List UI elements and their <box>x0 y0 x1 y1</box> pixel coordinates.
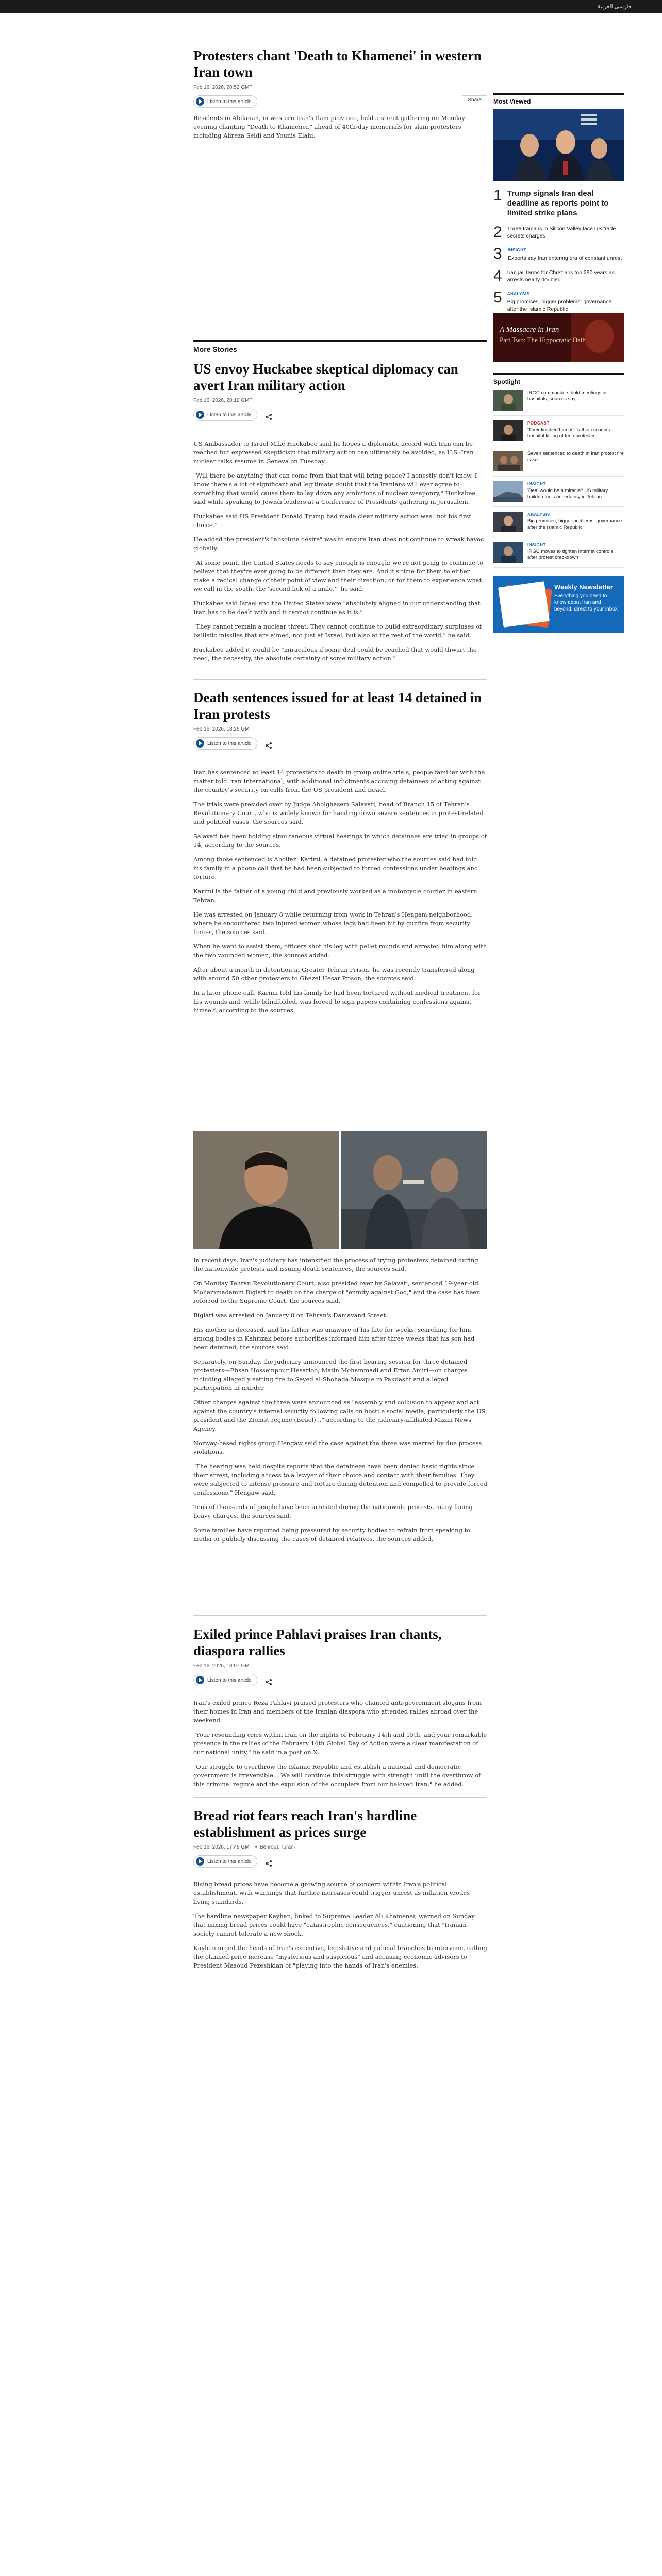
share-icon[interactable] <box>265 742 272 749</box>
article-tools <box>193 1855 487 1867</box>
article-pahlavi <box>193 1626 487 1794</box>
paragraph: Among those sentenced is Abolfazl Karimi, a detained protester who the sources said had told his family in a phone call that he had been subjected to forced confessions under beatings and torture. <box>193 856 478 880</box>
more-stories-heading: More Stories <box>193 340 487 353</box>
article-tools <box>193 737 487 749</box>
article-photos <box>193 1131 487 1249</box>
thumbnail <box>493 390 523 411</box>
play-icon <box>196 1857 204 1866</box>
newsletter-graphic <box>498 581 550 628</box>
thumbnail <box>493 481 523 502</box>
category-tag: ANALYSIS <box>507 292 530 296</box>
share-icon[interactable] <box>265 1860 272 1867</box>
paragraph: In a later phone call, Karimi told his family he had been tortured without medical treatment for his wounds and, while blindfolded, was forced to sign papers containing confessions against himself, according to the sources. <box>193 989 481 1014</box>
paragraph: US Ambassador to Israel Mike Huckabee said he hopes a diplomatic accord with Iran can be reached but expressed skepticism that military action can ultimately be avoided, as U.S.-Iran nuclear talks resume in Geneva on Tuesday. <box>193 440 474 465</box>
spotlight-item[interactable] <box>493 416 624 446</box>
paragraph: Huckabee said Israel and the United States were "absolutely aligned in our understanding that Iran has to be dealt with and it cannot continue as it is." <box>193 600 481 616</box>
headline: Big promises, bigger problems: governance after the Islamic Republic <box>507 299 612 312</box>
spotlight-item[interactable] <box>493 507 624 537</box>
headline: Three Iranians in Silicon Valley face US trade secrets charges <box>507 226 616 239</box>
paragraph: Rising bread prices have become a growing source of concern within Iran's political establishment, with warnings that further increases could trigger unrest as inflation erodes living standards. <box>193 1880 470 1905</box>
sidebar-ad <box>493 313 624 362</box>
share-button[interactable]: Share <box>462 95 487 105</box>
promo-banner[interactable] <box>493 313 624 362</box>
newsletter-subtitle: Everything you need to know about Iran and beyond, direct to your inbox <box>554 593 618 612</box>
article-body <box>193 114 487 140</box>
article-khamenei-chant <box>193 47 487 146</box>
spotlight-headline-wrap <box>527 542 624 563</box>
article-body <box>193 1880 487 1970</box>
paragraph: When he went to assist them, officers shot his leg with pellet rounds and arrested him along with the two wounded women, the sources added. <box>193 943 487 959</box>
share-icon[interactable] <box>265 1679 272 1686</box>
most-viewed-hero-image[interactable] <box>493 109 624 181</box>
divider <box>193 1615 487 1616</box>
newsletter-signup[interactable] <box>493 576 624 633</box>
category-tag: INSIGHT <box>508 248 526 252</box>
headline: Experts say Iran entering era of constant unrest <box>508 255 622 261</box>
paragraph: "The hearing was held despite reports that the detainees have been denied basic rights since their arrest, including access to a lawyer of their choice and contact with their families. They were subjected to intense pressure and torture during detention and compelled to provide forced confessions," Hengaw said. <box>193 1463 487 1496</box>
play-icon <box>196 739 204 748</box>
headline: IRGC moves to tighten internet controls after protest crackdown <box>527 549 614 561</box>
promo-title: A Massacre in Iran <box>500 326 559 334</box>
article-title: US envoy Huckabee skeptical diplomacy can avert Iran military action <box>193 361 458 393</box>
paragraph: Karimi is the father of a young child and previously worked as a motorcycle courier in eastern Tehran. <box>193 888 477 904</box>
divider <box>193 679 487 680</box>
rank-number: 3 <box>493 245 502 262</box>
paragraph: Iran has sentenced at least 14 protesters to death in group online trials, people familiar with the matter told Iran International, with additional indictments accusing detainees of acting against the country's security on calls from the US president and Israel. <box>193 769 485 793</box>
paragraph: His mother is deceased, and his father was unaware of his fate for weeks, searching for him among bodies in Kahrizak before authorities informed him after three weeks that his son had been detained, the sources said. <box>193 1326 475 1351</box>
paragraph: Tens of thousands of people have been arrested during the nationwide protests, many facing heavy charges, the sources said. <box>193 1503 473 1519</box>
headline-wrap <box>508 247 622 262</box>
spotlight <box>493 373 624 633</box>
article-title: Bread riot fears reach Iran's hardline establishment as prices surge <box>193 1808 417 1840</box>
sidebar <box>493 93 624 313</box>
paragraph: "They cannot remain a nuclear threat. They cannot continue to build extraordinary surpluses of ballistic missiles that are aimed, not just at Israel, but also at the rest of the world," he said. <box>193 623 482 639</box>
listen-label: Listen to this article <box>207 1858 252 1865</box>
photo-courtroom <box>341 1131 487 1249</box>
article-date: Feb 16, 2026, 18:26 GMT <box>193 726 253 732</box>
article-body <box>193 768 487 1015</box>
play-icon <box>196 1676 204 1684</box>
article-death-sentences <box>193 689 487 1021</box>
spotlight-heading: Spotlight <box>493 373 624 385</box>
article-body <box>193 1256 487 1544</box>
spotlight-item[interactable] <box>493 446 624 477</box>
article-body <box>193 1699 487 1789</box>
listen-button[interactable] <box>193 95 257 108</box>
category-tag: INSIGHT <box>527 543 546 547</box>
thumbnail <box>493 542 523 563</box>
article-date: Feb 16, 2026, 17:49 GMT <box>193 1844 253 1850</box>
article-death-sentences-continued <box>193 1256 487 1549</box>
paragraph: "Your resounding cries within Iran on the nights of February 14th and 15th, and your remarkable presence in the rallies of the February 14th Global Day of Action were a clear manifestation of our national unity," he said in a post on X. <box>193 1731 487 1756</box>
article-tools <box>193 1674 487 1685</box>
category-tag: ANALYSIS <box>527 512 550 517</box>
spotlight-item[interactable] <box>493 477 624 507</box>
listen-button[interactable] <box>193 737 257 750</box>
most-viewed-heading: Most Viewed <box>493 93 624 105</box>
article-date: Feb 16, 2026, 20:52 GMT <box>193 84 253 90</box>
paragraph: Salavati has been holding simultaneous virtual hearings in which detainees are tried in groups of 14, according to the sources. <box>193 833 487 849</box>
article-title: Death sentences issued for at least 14 detained in Iran protests <box>193 690 482 722</box>
category-tag: PODCAST <box>527 421 550 426</box>
listen-label: Listen to this article <box>207 1677 252 1683</box>
most-viewed-list <box>493 189 624 313</box>
headline: 'Their finished him off': father recounts hospital killing of teen protester <box>527 427 610 439</box>
author-byline[interactable]: Behrouz Turani <box>259 1844 295 1850</box>
paragraph: "Our struggle to overthrow the Islamic Republic and establish a national and democratic government is irreversible... We will continue this struggle with strength until the overthrow of this criminal regime and the expulsion of the occupiers from our beloved Iran," he added. <box>193 1763 481 1788</box>
most-viewed-item[interactable] <box>493 291 624 313</box>
category-tag: INSIGHT <box>527 482 546 486</box>
share-icon[interactable] <box>265 413 272 420</box>
newsletter-title: Weekly Newsletter <box>554 583 613 591</box>
paragraph: "At some point, the United States needs to say enough is enough; we're not going to continue to believe that they're ever going to be different than they are. And it's time for them to either make a radical change of their point of view and their direction, or for them to experience what we call in the south, the 'second lick of a mule,'" he said. <box>193 559 484 592</box>
rank-number: 2 <box>493 224 502 241</box>
spotlight-headline-wrap <box>527 390 624 411</box>
spotlight-headline-wrap <box>527 420 624 441</box>
main-content <box>193 0 625 2576</box>
most-viewed-item[interactable] <box>493 189 624 218</box>
thumbnail <box>493 512 523 532</box>
paragraph: "Will there be anything that can come from that that will bring peace? I honestly don't know. I know there's a lot of significant and legitimate doubt that the Iranians will ever agree to something that would cause them to lay down any ambitions of nuclear weaponry," Huckabee said while speaking to Jewish leaders at a Conference of Presidents gathering in Jerusalem. <box>193 472 477 505</box>
most-viewed-item[interactable] <box>493 225 624 240</box>
thumbnail <box>493 451 523 471</box>
listen-label: Listen to this article <box>207 412 252 418</box>
spotlight-item[interactable] <box>493 385 624 416</box>
paragraph: Kayhan urged the heads of Iran's executive, legislative and judicial branches to intervene, calling the planned price increase "mysterious and suspicious" and accusing economic advisers to President Masoud Pezeshkian of "playing into the hands of Iran's enemies." <box>193 1944 487 1969</box>
play-icon <box>196 411 204 419</box>
paragraph: He was arrested on January 8 while returning from work in Tehran's Hengam neighborhood, where he encountered two injured women whose legs had been hit by gunfire from security forces, the sources said. <box>193 911 473 936</box>
listen-label: Listen to this article <box>207 98 252 105</box>
paragraph: On Monday Tehran Revolutionary Court, also presided over by Salavati, sentenced 19-year-old Mohammadamin Biglari to death on the charge of "enmity against God," and the case has been referred to the Supreme Court, the sources said. <box>193 1280 481 1304</box>
paragraph: In recent days, Iran's judiciary has intensified the process of trying protesters detained during the nationwide protests and issuing death sentences, the sources said. <box>193 1257 478 1273</box>
play-icon <box>196 97 204 106</box>
paragraph: He added the president's "absolute desire" was to ensure Iran does not continue to wreak havoc globally. <box>193 536 484 552</box>
most-viewed-item[interactable] <box>493 247 624 262</box>
paragraph: The trials were presided over by Judge Abolghasem Salavati, head of Branch 15 of Tehran's Revolutionary Court, who is widely known for handing down severe sentences in protest-related and political cases, the sources said. <box>193 801 484 825</box>
spotlight-headline-wrap <box>527 512 624 532</box>
paragraph: After about a month in detention in Greater Tehran Prison, he was recently transferred along with around 50 other protesters to Ghezel Hesar Prison, the sources said. <box>193 966 475 982</box>
listen-button[interactable] <box>193 1855 257 1868</box>
spotlight-headline-wrap <box>527 451 624 471</box>
paragraph: The hardline newspaper Kayhan, linked to Supreme Leader Ali Khamenei, warned on Sunday that mixing bread prices could have "catastrophic consequences," cautioning that "Iranian society cannot tolerate a new shock." <box>193 1912 475 1937</box>
headline: 'Deal would be a miracle': US military buildup fuels uncertainty in Tehran <box>527 488 608 500</box>
photo-protester-portrait <box>193 1131 339 1249</box>
paragraph: Some families have reported being pressured by security bodies to refrain from speaking to media or publicly discussing the cases of detained relatives, the sources added. <box>193 1527 471 1543</box>
paragraph: Huckabee said US President Donald Trump had made clear military action was "not his first choice." <box>193 513 472 529</box>
language-switcher[interactable]: فارسی العربية <box>597 4 631 10</box>
rank-number: 1 <box>493 187 502 204</box>
article-title: Exiled prince Pahlavi praises Iran chants, diaspora rallies <box>193 1626 442 1658</box>
paragraph: Huckabee added it would be "miraculous if some deal could be reached that would thwart the need, the necessity, the absolute certainty of some military action." <box>193 646 477 662</box>
headline: IRGC commanders hold meetings in hospitals, sources say <box>527 390 607 402</box>
most-viewed-item[interactable] <box>493 269 624 283</box>
article-tools <box>193 95 487 107</box>
thumbnail <box>493 420 523 441</box>
promo-subtitle: Part Two: The Hippocratic Oath <box>500 336 586 344</box>
rank-number: 4 <box>493 267 502 284</box>
listen-label: Listen to this article <box>207 740 252 747</box>
paragraph: Biglari was arrested on January 8 on Tehran's Damavand Street. <box>193 1312 388 1319</box>
rank-number: 5 <box>493 289 502 306</box>
paragraph: Other charges against the three were announced as "assembly and collusion to appear and act against the country's internal security following calls on hostile social media, particularly the US president and the Zionist regime (Israel)..." according to the judiciary-affiliated Mizan News Agency. <box>193 1399 486 1432</box>
headline: Seven sentenced to death in Iran protest fire case <box>527 451 624 463</box>
headline-wrap <box>507 291 624 313</box>
paragraph: Norway-based rights group Hengaw said the case against the three was marred by due process violations. <box>193 1439 482 1455</box>
paragraph: Iran's exiled prince Reza Pahlavi praised protesters who chanted anti-government slogans from their homes in Iran and members of the Iranian diaspora who attended rallies abroad over the weekend. <box>193 1699 482 1724</box>
listen-button[interactable] <box>193 409 257 421</box>
spotlight-item[interactable] <box>493 537 624 568</box>
article-tools <box>193 409 487 420</box>
article-title: Protesters chant 'Death to Khamenei' in western Iran town <box>193 48 482 80</box>
paragraph: Residents in Abdanan, in western Iran's Ilam province, held a street gathering on Monday evening chanting "Death to Khamenei," ahead of 40th-day memorials for slain protesters including Alireza Seidi and Younis Elahi. <box>193 114 466 139</box>
article-huckabee <box>193 361 487 669</box>
article-body <box>193 439 487 663</box>
spotlight-headline-wrap <box>527 481 624 502</box>
divider <box>193 1797 487 1798</box>
article-date: Feb 16, 2026, 20:19 GMT <box>193 398 253 403</box>
headline: Big promises, bigger problems: governance after the Islamic Republic <box>527 518 622 530</box>
headline: Iran jail terms for Christians top 290 years as arrests nearly doubled <box>507 269 615 283</box>
article-date-byline: Feb 16, 2026, 17:49 GMT • Behrouz Turani <box>193 1844 295 1850</box>
paragraph: Separately, on Sunday, the judiciary announced the first hearing session for three detained protesters—Ehsan Hosseinpour Hesarloo, Matin Mohammadi and Erfan Amiri—on charges including allegedly setting fire to Seyed al-Shohada Mosque in Pakdasht and alleged participation in murder. <box>193 1358 468 1392</box>
headline: Trump signals Iran deal deadline as reports point to limited strike plans <box>507 189 609 217</box>
listen-button[interactable] <box>193 1674 257 1686</box>
article-date: Feb 16, 2026, 18:07 GMT <box>193 1663 253 1669</box>
article-bread-prices <box>193 1807 487 1976</box>
